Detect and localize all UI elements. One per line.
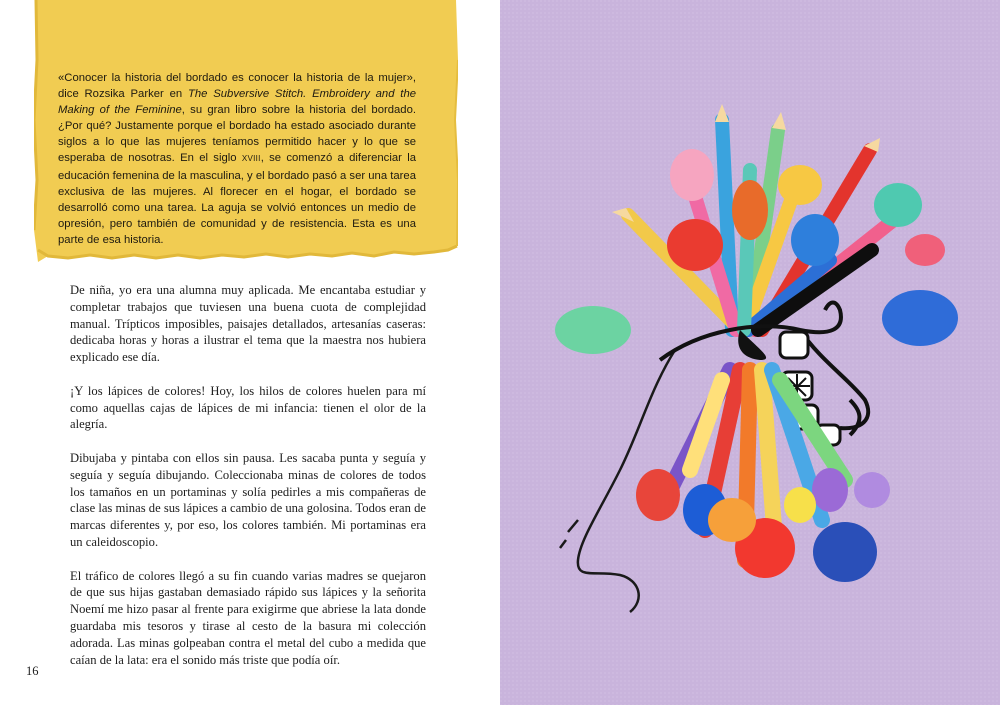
intro-part-1: «Conocer la historia del bordado es conocer la historia de la mujer», dice Rozsika Parker en [58, 72, 416, 101]
right-page [500, 0, 1000, 705]
yellow-fabric-panel [34, 0, 458, 268]
intro-century: XVIII [241, 154, 261, 164]
paragraph-4: El tráfico de colores llegó a su fin cuando varias madres se quejaron de que sus hijas gastaban demasiado rápido sus lápices y la señorita Noemí me hizo pasar al frente para exigirme que abriese la lata donde guardaba mis tesoros y tirase al cesto de la basura mi colección adorada. Las minas golpeaban contra el metal del cubo a medida que caían de la lata: era el sonido más triste que podía oír. [70, 568, 426, 667]
body-text [70, 282, 426, 685]
intro-part-2: , su gran libro sobre la historia del bordado. ¿Por qué? Justamente porque el bordado ha estado asociado durante siglos a lo que las mujeres teníamos permitido hacer y lo que se esperaba de nosotras. En el siglo [58, 104, 417, 165]
paragraph-1: De niña, yo era una alumna muy aplicada. Me encantaba estudiar y completar trabajos que tuviesen una buena cuota de complejidad manual. Trípticos imposibles, paisajes detallados, artesanías caseras: dedicaba horas y horas a ilustrar el tema que la maestra nos hubiera explicado ese día. [70, 283, 426, 365]
paragraph-3: Dibujaba y pintaba con ellos sin pausa. Les sacaba punta y seguía y seguía y seguía dibujando. Coleccionaba minas de colores de todos los tamaños en un portaminas y solía pedirles a mis compañeras de clase las minas de sus lápices a cambio de una golosina. Todos eran de marcas diferentes y, por eso, los colores también. Mi portaminas era un caleidoscopio. [70, 450, 426, 549]
embroidered-hand-with-pencils-image [500, 0, 1000, 705]
intro-part-3: , se comenzó a diferenciar la educación femenina de la masculina, y el bordado pasó a ser una tarea exclusiva de las mujeres. Al florecer en el hogar, el bordado se desarrolló como una tarea. La aguja se volvió entonces un medio de opresión, pero también de comunidad y de resistencia. Esta es una parte de esa historia. [58, 152, 416, 246]
paragraph-2: ¡Y los lápices de colores! Hoy, los hilos de colores huelen para mí como aquellas cajas de lápices de mi infancia: tienen el olor de la alegría. [70, 383, 426, 432]
intro-text [58, 70, 416, 248]
intro-book-title: The Subversive Stitch. Embroidery and the Making of the Feminine [58, 88, 417, 117]
page-number: 16 [26, 664, 39, 678]
